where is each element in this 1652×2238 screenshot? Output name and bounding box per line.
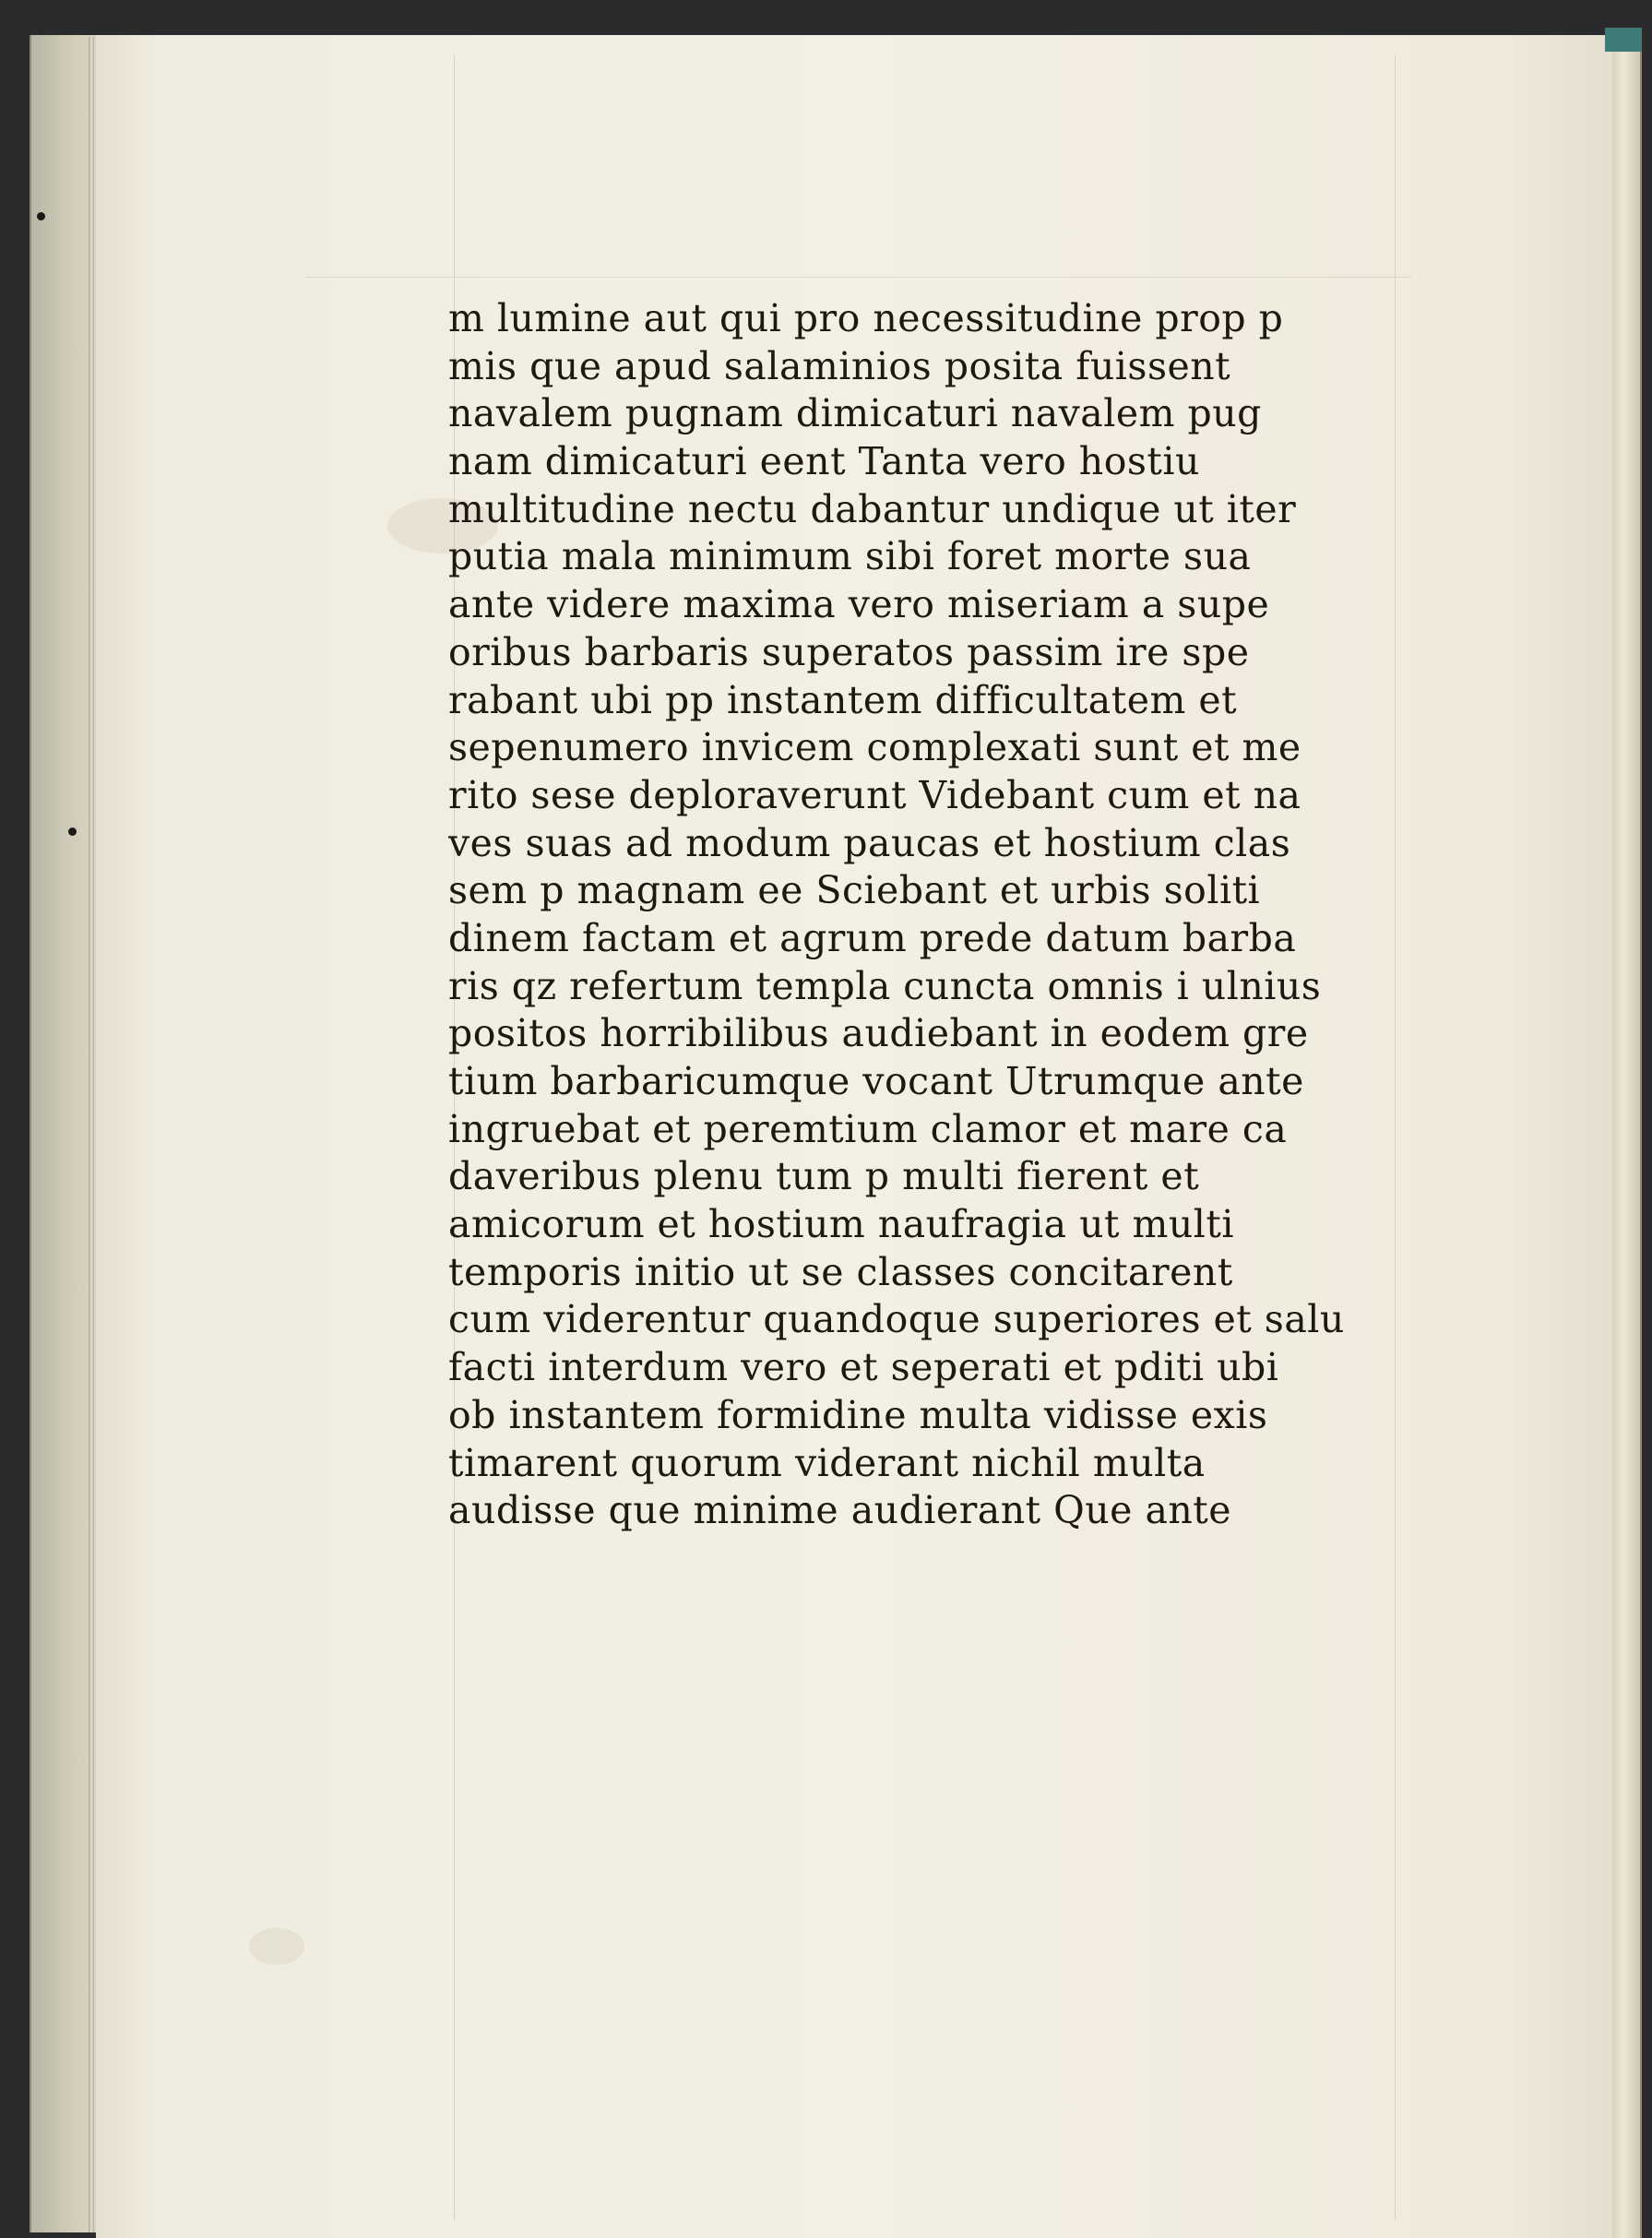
text-line: ante videre maxima vero miseriam a supe xyxy=(448,582,1270,627)
text-line: putia mala minimum sibi foret morte sua xyxy=(448,534,1252,579)
text-line: m lumine aut qui pro necessitudine prop p xyxy=(448,296,1284,340)
text-line: daveribus plenu tum p multi fierent et xyxy=(448,1154,1200,1199)
text-line: positos horribilibus audiebant in eodem gre xyxy=(448,1011,1309,1056)
text-line: ris qz refertum templa cuncta omnis i ulnius xyxy=(448,963,1322,1008)
text-line: cum viderentur quandoque superiores et salu xyxy=(448,1297,1345,1342)
text-line: ves suas ad modum paucas et hostium clas xyxy=(448,820,1291,865)
ruling-line xyxy=(304,277,1411,278)
right-edge-marker xyxy=(1605,28,1642,52)
text-line: navalem pugnam dimicaturi navalem pug xyxy=(448,391,1262,436)
text-line: facti interdum vero et seperati et pditi ubi xyxy=(448,1345,1279,1390)
text-line: rabant ubi pp instantem difficultatem et xyxy=(448,677,1238,722)
text-line: dinem factam et agrum prede datum barba xyxy=(448,915,1297,960)
text-line: oribus barbaris superatos passim ire spe xyxy=(448,629,1250,674)
text-line: rito sese deploraverunt Videbant cum et na xyxy=(448,772,1301,817)
text-line: sem p magnam ee Sciebant et urbis soliti xyxy=(448,868,1261,913)
text-line: timarent quorum viderant nichil multa xyxy=(448,1440,1206,1485)
text-line: multitudine nectu dabantur undique ut iter xyxy=(448,486,1297,531)
text-line: amicorum et hostium naufragia ut multi xyxy=(448,1202,1235,1247)
text-line: sepenumero invicem complexati sunt et me xyxy=(448,725,1301,770)
text-line: nam dimicaturi eent Tanta vero hostiu xyxy=(448,439,1200,484)
gutter-edge xyxy=(89,37,94,2232)
binding-hole xyxy=(37,212,45,220)
right-page-edges xyxy=(1612,28,1642,2238)
binding-hole xyxy=(68,827,77,836)
text-line: temporis initio ut se classes concitarent xyxy=(448,1249,1233,1294)
manuscript-text xyxy=(448,295,1426,1535)
text-line: ingruebat et peremtium clamor et mare ca xyxy=(448,1106,1288,1151)
text-line: tium barbaricumque vocant Utrumque ante xyxy=(448,1059,1304,1103)
text-line: ob instantem formidine multa vidisse exis xyxy=(448,1392,1268,1437)
text-line: mis que apud salaminios posita fuissent xyxy=(448,343,1231,388)
text-line: audisse que minime audierant Que ante xyxy=(448,1488,1232,1533)
page-stain xyxy=(249,1928,304,1965)
